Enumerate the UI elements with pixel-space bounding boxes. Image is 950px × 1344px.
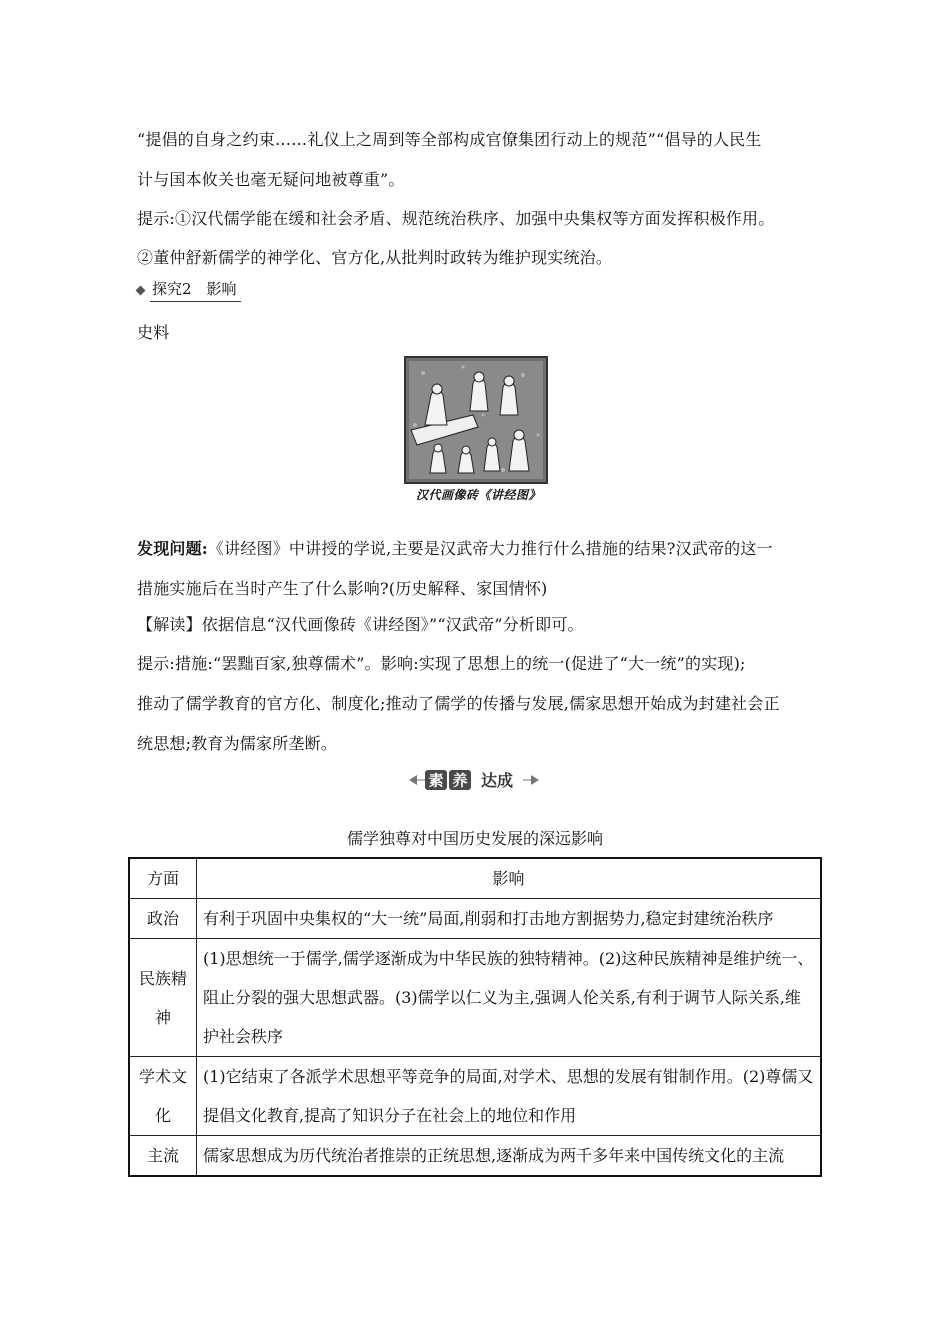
interpretation-line: 【解读】依据信息“汉代画像砖《讲经图》”“汉武帝”分析即可。 [137,615,584,634]
hint-line-1: 提示:①汉代儒学能在缓和社会矛盾、规范统治秩序、加强中央集权等方面发挥积极作用。 [137,209,775,228]
quote-line-1: “提倡的自身之约束……礼仪上之周到等全部构成官僚集团行动上的规范”“倡导的人民生 [137,130,762,149]
question-text: 《讲经图》中讲授的学说,主要是汉武帝大力推行什么措施的结果?汉武帝的这一 [207,539,773,558]
row-effect: 儒家思想成为历代统治者推崇的正统思想,逐渐成为两千多年来中国传统文化的主流 [197,1136,822,1177]
diamond-bullet-icon [136,285,146,295]
row-effect: (1)思想统一于儒学,儒学逐渐成为中华民族的独特精神。(2)这种民族精神是维护统一、阻止分裂的强大思想武器。(3)儒学以仁义为主,强调人伦关系,有利于调节人际关系,维护社会秩序 [197,939,822,1057]
table-row [129,1057,821,1136]
section-title: 探究2 影响 [150,278,241,302]
banner-char-3: 达成 [480,771,514,790]
header-aspect: 方面 [129,858,197,899]
question-line-2: 措施实施后在当时产生了什么影响?(历史解释、家国情怀) [137,579,548,598]
table-row [129,899,821,939]
literacy-achievement-banner [407,766,541,794]
figure-caption: 汉代画像砖《讲经图》 [416,488,542,502]
table-header-row [129,858,821,899]
question-line-1 [137,536,773,559]
answer-line-3: 统思想;教育为儒家所垄断。 [137,734,337,753]
hint-line-2: ②董仲舒新儒学的神学化、官方化,从批判时政转为维护现实统治。 [137,248,613,267]
row-effect: 有利于巩固中央集权的“大一统”局面,削弱和打击地方割据势力,稳定封建统治秩序 [197,899,822,939]
row-effect: (1)它结束了各派学术思想平等竞争的局面,对学术、思想的发展有钳制作用。(2)尊儒又提倡文化教育,提高了知识分子在社会上的地位和作用 [197,1057,822,1136]
lecture-brick-relief-image [403,355,549,485]
answer-line-1: 提示:措施:“罢黜百家,独尊儒术”。影响:实现了思想上的统一(促进了“大一统”的实现); [137,654,746,673]
answer-line-2: 推动了儒学教育的官方化、制度化;推动了儒学的传播与发展,儒家思想开始成为封建社会正 [137,694,780,713]
row-aspect: 民族精神 [129,939,197,1057]
table-row [129,1136,821,1177]
section-heading [137,278,241,302]
table-title: 儒学独尊对中国历史发展的深远影响 [346,829,603,848]
table-row [129,939,821,1057]
row-aspect: 主流 [129,1136,197,1177]
row-aspect: 学术文化 [129,1057,197,1136]
row-aspect: 政治 [129,899,197,939]
material-label: 史料 [137,323,170,342]
quote-line-2: 计与国本攸关也毫无疑问地被尊重”。 [137,170,405,189]
header-effect: 影响 [197,858,822,899]
question-label: 发现问题: [137,539,208,558]
banner-char-2: 养 [452,771,468,790]
banner-char-1: 素 [428,771,444,790]
impact-table [128,857,822,1177]
